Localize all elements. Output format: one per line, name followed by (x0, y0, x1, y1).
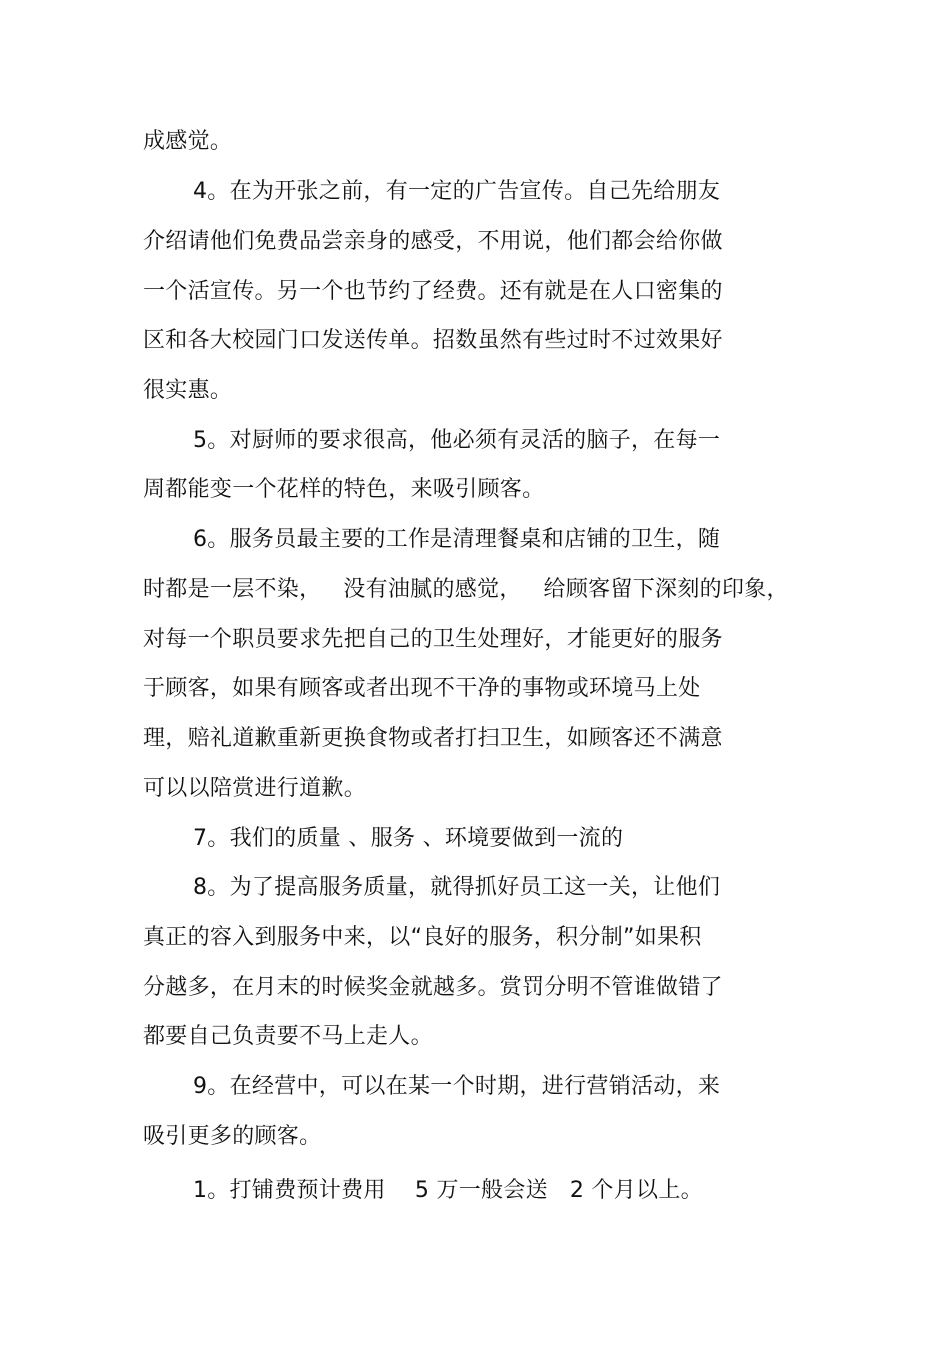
text-line: 1。打铺费预计费用 5 万一般会送 2 个月以上。 (193, 1178, 703, 1203)
text-line: 周都能变一个花样的特色，来吸引顾客。 (143, 477, 545, 502)
text-line: 分越多，在月末的时候奖金就越多。赏罚分明不管谁做错了 (143, 975, 723, 1000)
text-line: 很实惠。 (143, 378, 233, 403)
text-line: 真正的容入到服务中来，以“良好的服务，积分制”如果积 (143, 925, 702, 950)
text-line: 7。我们的质量 、服务 、环境要做到一流的 (193, 826, 624, 851)
text-line: 一个活宣传。另一个也节约了经费。还有就是在人口密集的 (143, 279, 723, 304)
text-line: 4。在为开张之前，有一定的广告宣传。自己先给朋友 (193, 179, 721, 204)
text-line: 8。为了提高服务质量，就得抓好员工这一关，让他们 (193, 875, 721, 900)
text-line: 区和各大校园门口发送传单。招数虽然有些过时不过效果好 (143, 328, 723, 353)
text-line: 介绍请他们免费品尝亲身的感受，不用说，他们都会给你做 (143, 229, 723, 254)
text-line: 9。在经营中，可以在某一个时期，进行营销活动，来 (193, 1074, 721, 1099)
text-line: 对每一个职员要求先把自己的卫生处理好，才能更好的服务 (143, 627, 723, 652)
text-line: 成感觉。 (143, 129, 233, 154)
text-line: 都要自己负责要不马上走人。 (143, 1024, 433, 1049)
text-line: 时都是一层不染， 没有油腻的感觉， 给顾客留下深刻的印象， (143, 577, 789, 602)
text-line: 6。服务员最主要的工作是清理餐桌和店铺的卫生，随 (193, 527, 721, 552)
text-line: 吸引更多的顾客。 (143, 1124, 322, 1149)
text-line: 理，赔礼道歉重新更换食物或者打扫卫生，如顾客还不满意 (143, 726, 723, 751)
text-line: 可以以陪赏进行道歉。 (143, 776, 367, 801)
text-line: 于顾客，如果有顾客或者出现不干净的事物或环境马上处 (143, 676, 701, 701)
text-line: 5。对厨师的要求很高，他必须有灵活的脑子，在每一 (193, 428, 721, 453)
